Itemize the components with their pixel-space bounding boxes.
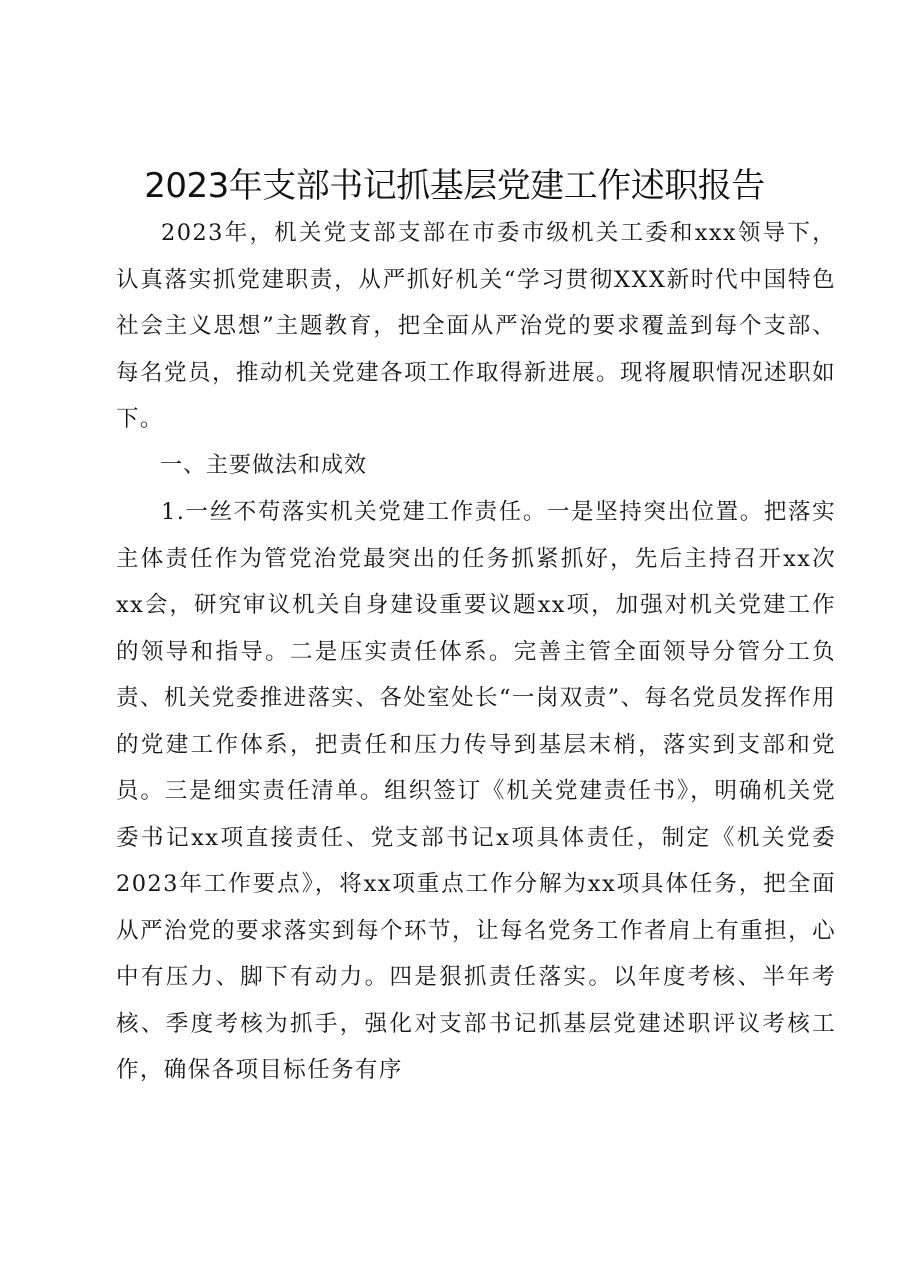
document-body	[116, 210, 836, 1094]
section-heading: 一、主要做法和成效	[160, 452, 368, 478]
document-title: 2023年支部书记抓基层党建工作述职报告	[144, 166, 765, 206]
body-paragraph: 1.一丝不苟落实机关党建工作责任。一是坚持突出位置。把落实主体责任作为管党治党最突出的任务抓紧抓好，先后主持召开xx次xx会，研究审议机关自身建设重要议题xx项，加强对机关党建工作的领导和指导。二是压实责任体系。完善主管全面领导分管分工负责、机关党委推进落实、各处室处长“一岗双责”、每名党员发挥作用的党建工作体系，把责任和压力传导到基层末梢，落实到支部和党员。三是细实责任清单。组织签订《机关党建责任书》，明确机关党委书记xx项直接责任、党支部书记x项具体责任，制定《机关党委2023年工作要点》，将xx项重点工作分解为xx项具体任务，把全面从严治党的要求落实到每个环节，让每名党务工作者肩上有重担，心中有压力、脚下有动力。四是狠抓责任落实。以年度考核、半年考核、季度考核为抓手，强化对支部书记抓基层党建述职评议考核工作，确保各项目标任务有序	[116, 499, 836, 1083]
intro-paragraph: 2023年，机关党支部支部在市委市级机关工委和xxx领导下，认真落实抓党建职责，从严抓好机关“学习贯彻XXX新时代中国特色社会主义思想”主题教育，把全面从严治党的要求覆盖到每个支部、每名党员，推动机关党建各项工作取得新进展。现将履职情况述职如下。	[116, 220, 836, 432]
